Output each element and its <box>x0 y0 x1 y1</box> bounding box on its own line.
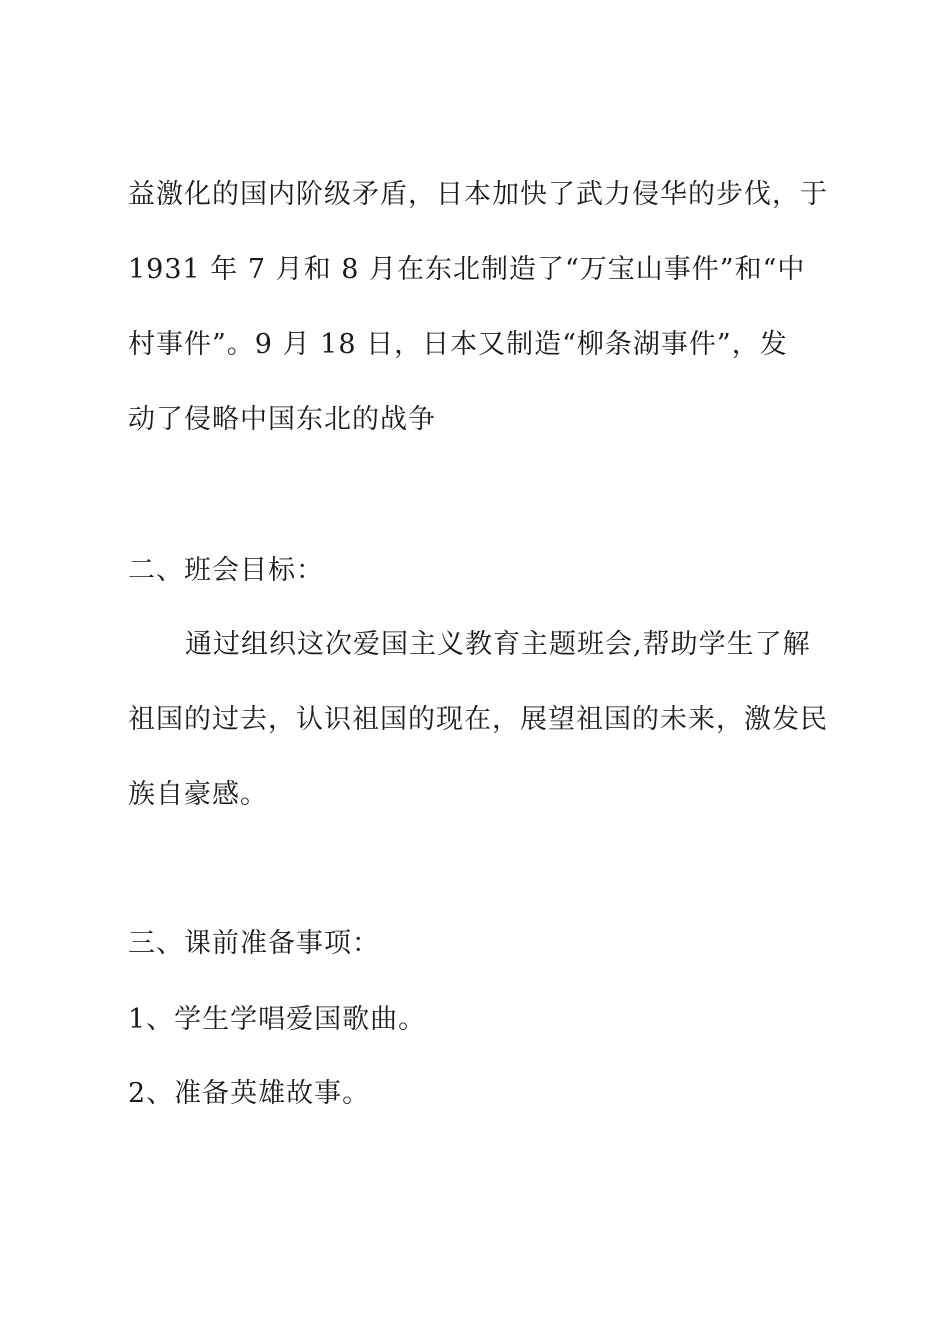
intro-line-1: 益激化的国内阶级矛盾，日本加快了武力侵华的步伐，于 <box>128 179 828 210</box>
section-2-heading: 二、班会目标： <box>128 555 324 586</box>
section-2-line-3: 族自豪感。 <box>128 779 268 810</box>
section-3-item-2: 2、准备英雄故事。 <box>128 1078 371 1109</box>
section-2-line-1: 通过组织这次爱国主义教育主题班会,帮助学生了解 <box>185 629 811 660</box>
section-3-heading: 三、课前准备事项： <box>128 928 380 959</box>
intro-line-4: 动了侵略中国东北的战争 <box>128 404 436 435</box>
intro-line-2: 1931 年 7 月和 8 月在东北制造了“万宝山事件”和“中 <box>128 254 806 285</box>
section-2-line-2: 祖国的过去，认识祖国的现在，展望祖国的未来，激发民 <box>128 704 828 735</box>
section-3-item-1: 1、学生学唱爱国歌曲。 <box>128 1004 427 1035</box>
intro-line-3: 村事件”。9 月 18 日，日本又制造“柳条湖事件”，发 <box>128 329 788 360</box>
